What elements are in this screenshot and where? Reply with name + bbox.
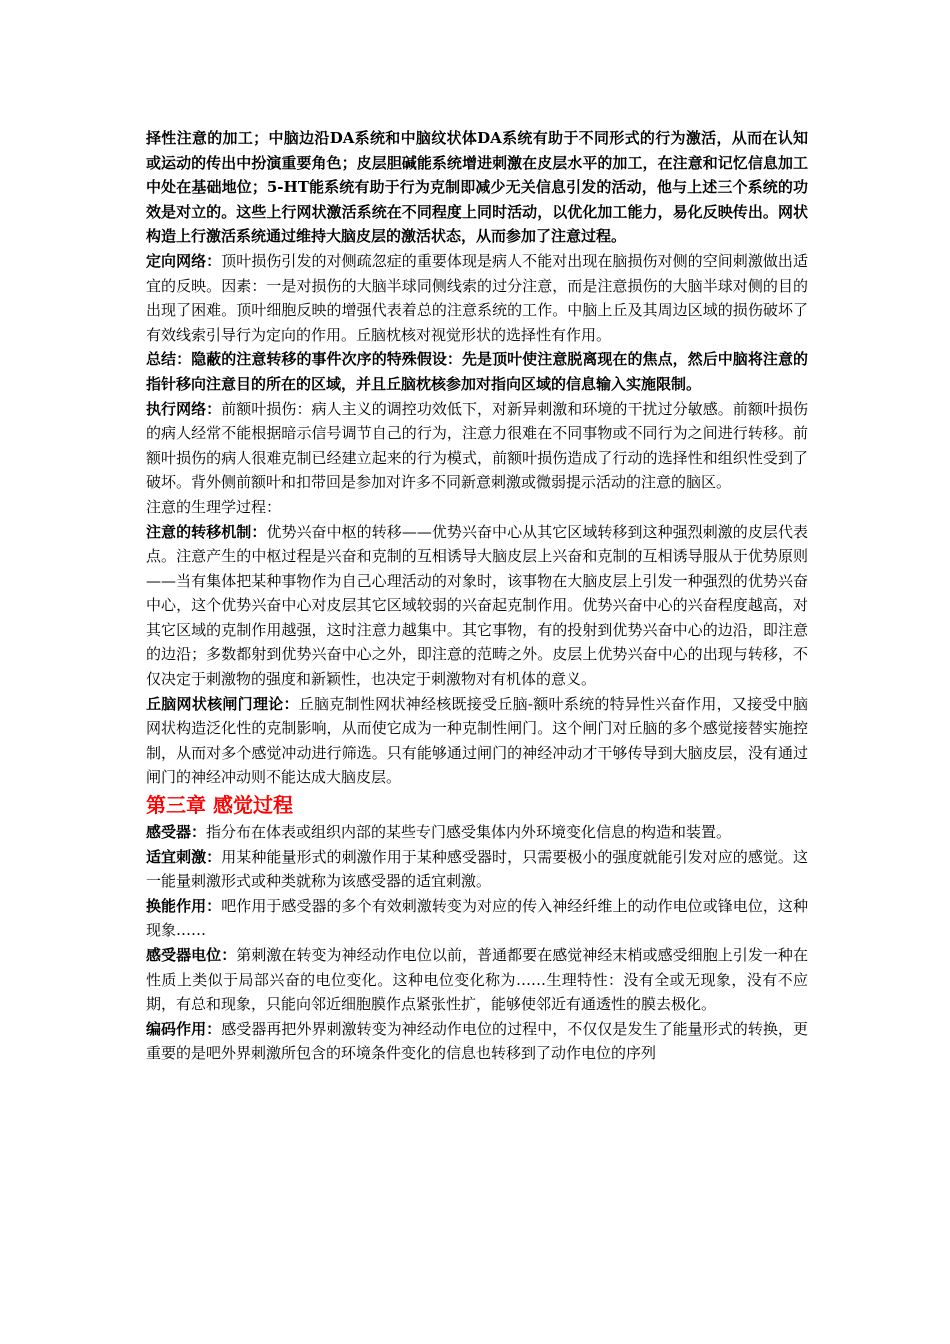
paragraph-orienting-network [146,249,808,347]
paragraph-executive-network [146,397,808,495]
paragraph-transduction [146,894,808,943]
paragraph-reticular-activation [146,126,808,249]
term-orienting-network: 定向网络： [146,251,222,270]
paragraph-text: 指分布在体表或组织内部的某些专门感受集体内外环境变化信息的构造和装置。 [206,823,732,842]
paragraph-text: 感受器再把外界刺激转变为神经动作电位的过程中，不仅仅是发生了能量形式的转换，更重要的是吧外界刺激所包含的环境条件变化的信息也转移到了动作电位的序列 [146,1019,808,1063]
term-coding: 编码作用： [146,1019,222,1038]
paragraph-text: 优势兴奋中枢的转移——优势兴奋中心从其它区域转移到这种强烈刺激的皮层代表点。注意产生的中枢过程是兴奋和克制的互相诱导大脑皮层上兴奋和克制的互相诱导服从于优势原则——当有集体把某种事物作为自己心理活动的对象时，该事物在大脑皮层上引发一种强烈的优势兴奋中心，这个优势兴奋中心对皮层其它区域较弱的兴奋起克制作用。优势兴奋中心的兴奋程度越高，对其它区域的克制作用越强，这时注意力越集中。其它事物，有的投射到优势兴奋中心的边沿，即注意的边沿；多数都射到优势兴奋中心之外，即注意的范畴之外。皮层上优势兴奋中心的出现与转移，不仅决定于刺激物的强度和新颖性，也决定于刺激物对有机体的意义。 [146,522,808,689]
paragraph-adequate-stimulus [146,845,808,894]
paragraph-text: 用某种能量形式的刺激作用于某种感受器时，只需要极小的强度就能引发对应的感觉。这一能量刺激形式或种类就称为该感受器的适宜刺激。 [146,847,808,891]
paragraph-coding [146,1017,808,1066]
term-gate-theory: 丘脑网状核闸门理论： [146,694,299,713]
paragraph-receptor-potential [146,943,808,1017]
term-receptor-potential: 感受器电位： [146,946,237,964]
paragraph-text: 顶叶损伤引发的对侧疏忽症的重要体现是病人不能对出现在脑损伤对侧的空间刺激做出适宜的反映。因素：一是对损伤的大脑半球同侧线索的过分注意，而是注意损伤的大脑半球对侧的目的出现了困难。顶叶细胞反映的增强代表着总的注意系统的工作。中脑上丘及其周边区域的损伤破坏了有效线索引导行为定向的作用。丘脑枕核对视觉形状的选择性有作用。 [146,251,808,344]
term-receptor: 感受器： [146,823,207,842]
term-executive-network: 执行网络： [146,399,222,418]
paragraph-text: 择性注意的加工；中脑边沿DA系统和中脑纹状体DA系统有助于不同形式的行为激活，从而在认知或运动的传出中扮演重要角色；皮层胆碱能系统增进刺激在皮层水平的加工，在注意和记忆信息加工中处在基础地位；5-HT能系统有助于行为克制即减少无关信息引发的活动，他与上述三个系统的功效是对立的。这些上行网状激活系统在不同程度上同时活动，以优化加工能力，易化反映传出。网状构造上行激活系统通过维持大脑皮层的激活状态，从而参加了注意过程。 [146,129,808,246]
paragraph-receptor [146,820,808,845]
term-shift-mechanism: 注意的转移机制： [146,522,267,541]
paragraph-text: 前额叶损伤：病人主义的调控功效低下，对新异刺激和环境的干扰过分敏感。前额叶损伤的病人经常不能根据暗示信号调节自己的行为，注意力很难在不同事物或不同行为之间进行转移。前额叶损伤的病人很难克制已经建立起来的行为模式，前额叶损伤造成了行动的选择性和组织性受到了破坏。背外侧前额叶和扣带回是参加对许多不同新意刺激或微弱提示活动的注意的脑区。 [146,399,808,492]
paragraph-text: 丘脑克制性网状神经核既接受丘脑-额叶系统的特异性兴奋作用，又接受中脑网状构造泛化性的克制影响，从而使它成为一种克制性闸门。这个闸门对丘脑的多个感觉接替实施控制，从而对多个感觉冲动进行筛选。只有能够通过闸门的神经冲动才干够传导到大脑皮层，没有通过闸门的神经冲动则不能达成大脑皮层。 [146,694,808,787]
term-adequate-stimulus: 适宜刺激： [146,847,222,866]
document-page [146,126,808,1066]
paragraph-text: 吧作用于感受器的多个有效刺激转变为对应的传入神经纤维上的动作电位或锋电位，这种现象…… [146,896,808,940]
chapter-heading: 第三章 感觉过程 [146,793,293,818]
paragraph-summary [146,347,808,396]
paragraph-gate-theory [146,692,808,790]
paragraph-text: 第刺激在转变为神经动作电位以前，普通都要在感觉神经末梢或感受细胞上引发一种在性质上类似于局部兴奋的电位变化。这种电位变化称为……生理特性：没有全或无现象，没有不应期，有总和现象，只能向邻近细胞膜作点紧张性扩，能够使邻近有通透性的膜去极化。 [146,946,808,1014]
term-transduction: 换能作用： [146,896,222,915]
paragraph-shift-mechanism [146,520,808,692]
paragraph-text: 总结：隐蔽的注意转移的事件次序的特殊假设：先是顶叶使注意脱离现在的焦点，然后中脑将注意的指针移向注意目的所在的区域，并且丘脑枕核参加对指向区域的信息输入实施限制。 [146,350,808,393]
paragraph-physiological-process [146,495,808,520]
paragraph-text: 注意的生理学过程： [146,497,282,516]
